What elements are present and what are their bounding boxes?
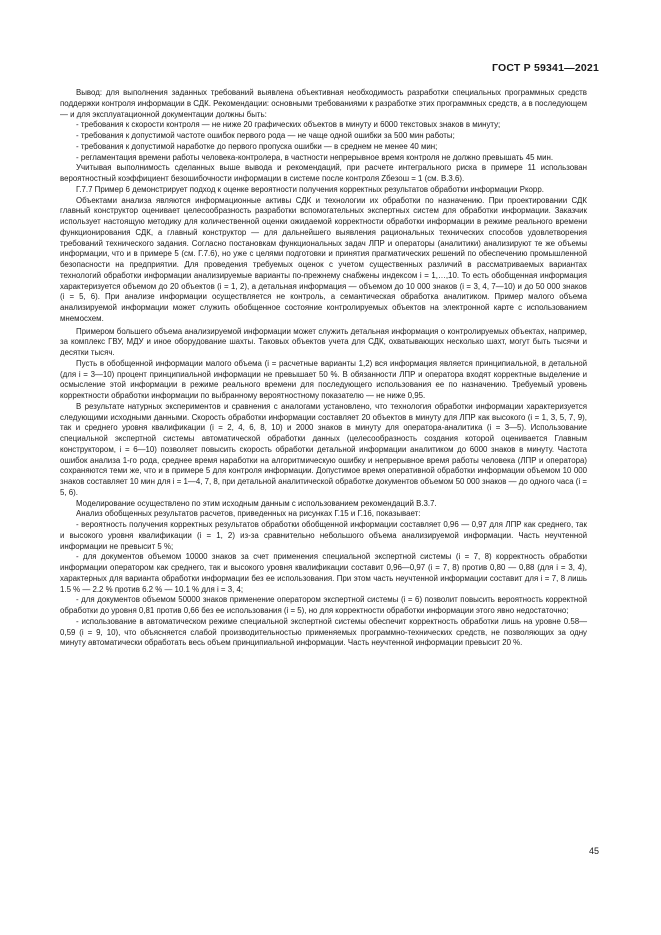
document-body: [60, 88, 587, 649]
list-item-work-time: - регламентация времени работы человека-контролера, в частности непрерывное время контроля не должно превышать 45 мин.: [76, 152, 554, 162]
list-item-result-10000: - для документов объемом 10000 знаков за счет применения специальной экспертной системы (i = 7, 8) корректность обработки информации оператором как среднего, так и высокого уровня квалификации составит 0,96—0,97 (i = 7, 8) против 0,80 — 0,88 (для i = 3, 4), характерных для варианта обработки информации без ее использования. При этом часть неучтенной информации составит для i = 7, 8 лишь 1.5 % — 2.2 % против 6.2 % — 10.1 % для i = 3, 4;: [60, 552, 587, 594]
list-item-result-50000: - для документов объемом 50000 знаков применение оператором экспертной системы (i = 6) позволит повысить вероятность корректной обработки до уровня 0,81 против 0,66 без ее использования (i = 5), но для корректности обработки информации этого явно недостаточно;: [60, 595, 587, 615]
list-item-result-auto: - использование в автоматическом режиме специальной экспертной системы обеспечит корректность обработки лишь на уровне 0.58—0,59 (i = 9, 10), что объясняется слабой производительностью применяемых программно-технических средств, не позволяющих за одну минуту автоматически обработать весь объем принципиальной информации. Часть неучтенной информации превысит 20 %.: [60, 616, 587, 648]
list-item-mtbf: - требования к допустимой наработке до первого пропуска ошибки — в среднем не менее 40 мин;: [76, 141, 438, 151]
paragraph-analysis-results: Анализ обобщенных результатов расчетов, приведенных на рисунках Г.15 и Г.16, показывает:: [76, 509, 421, 519]
list-item-error-rate: - требования к допустимой частоте ошибок первого рода — не чаще одной ошибки за 500 мин работы;: [76, 131, 455, 140]
paragraph-example-6: Г.7.7 Пример 6 демонстрирует подход к оценке вероятности получения корректных результатов обработки информации Pкорр.: [76, 184, 544, 194]
paragraph-principal-info: Пусть в обобщенной информации малого объема (i = расчетные варианты 1,2) вся информация является принципиальной, в детальной (для i = 3—10) процент принципиальной информации не превышает 50 %. В обязанности ЛПР и оператора входят корректные выделение и осмысление этой информации в режиме реального времени для последующего использования ее по назначению. Требуемый уровень корректности обработки информации по выбранному вероятностному показателю — не ниже 0,95.: [60, 358, 587, 400]
list-item-result-general: - вероятность получения корректных результатов обработки обобщенной информации составляет 0,96 — 0,97 для ЛПР как среднего, так и высокого уровня квалификации (i = 1, 2) из-за сравнительно небольшого объема анализируемой информации. Часть неучтенной информации не превысит 5 %;: [60, 520, 587, 551]
paragraph-experiments: В результате натурных экспериментов и сравнения с аналогами установлено, что технология обработки информации характеризуется следующими исходными данными. Скорость обработки информации составляет 20 объектов в минуту для ЛПР как высокого (i = 1, 3, 5, 7, 9), так и среднего уровня квалификации (i = 2, 4, 6, 8, 10) и 2000 знаков в минуту для оператора-аналитика (i = 3—5). Использование специальной экспертной системы автоматической обработки данных (целесообразность создания которой оценивается Главным конструктором, i = 6—10) позволяет повысить скорость обработки детальной информации аналитиком до 6000 знаков в минуту. Частота ошибок анализа 1-го рода, среднее время наработки на алгоритмическую ошибку и непрерывное время работы человека (ЛПР и оператора) сохраняются теми же, что и в примере 5 для контроля информации. Допустимое время оперативной обработки информации объемом 10 000 знаков составляет 10 мин для i = 1—4, 7, 8, при детальной аналитической обработке документов объемом 50 000 знаков — до одного часа (i = 5, 6).: [60, 401, 587, 497]
paragraph-large-volume: Примером большего объема анализируемой информации может служить детальная информация о контролируемых объектах, например, за комплекс ГВУ, МДУ и иное оборудование шахты. Таковых объектов учета для СДК, охватывающих несколько шахт, могут быть тысячи и десятки тысяч.: [60, 326, 587, 357]
paragraph-modeling: Моделирование осуществлено по этим исходным данным с использованием рекомендаций В.3.7.: [76, 498, 437, 508]
list-item-speed: - требования к скорости контроля — не ниже 20 графических объектов в минуту и 6000 текстовых знаков в минуту;: [76, 120, 501, 130]
paragraph-feasibility: Учитывая выполнимость сделанных выше вывода и рекомендаций, при расчете интегрального риска в примере 11 использован вероятностный коэффициент безошибочности информации в системе после контроля Zбезош = 1 (см. В.3.6).: [60, 163, 587, 183]
paragraph-analysis-objects: Объектами анализа являются информационные активы СДК и технологии их обработки по назначению. При проектировании СДК главный конструктор оценивает целесообразность разработки вспомогательных экспертных систем для обработки информации. Заказчик использует настоящую методику для количественной оценки ожидаемой корректности обработки информации в режиме реального времени функционирования СДК, а главный конструктор — для дальнейшего выявления рациональных технических способов удовлетворения требований технического задания. Согласно постановкам функциональных задач ЛПР и операторы (аналитики) анализируют те же объемы информации, что и в примере 5 (см. Г.7.6), но уже с целями подготовки и принятия прагматических решений по обеспечению промышленной безопасности на предприятии. Для проведения требуемых оценок с учетом существенных различий в рассматриваемых вариантах технологий обработки информации анализируемые варианты по-прежнему снабжены индексом i = 1,…,10. То есть обобщенная информация характеризуется объемом до 20 объектов (i = 1, 2), а детальная информация — объемом до 10 000 знаков (i = 3, 4, 7—10) и до 50 000 знаков (i = 5, 6). При анализе информации осуществляется не контроль, а семантическая обработка аналитиком. Пример малого объема анализируемой информации может служить обобщенное состояние контролируемых объектов на электронной карте с использованием мнемосхем.: [60, 195, 587, 323]
standard-header: ГОСТ Р 59341—2021: [491, 62, 599, 74]
page-number: 45: [588, 846, 599, 856]
paragraph-conclusion: Вывод: для выполнения заданных требований выявлена объективная необходимость разработки специальных программных средств поддержки контроля информации в СДК. Рекомендации: основными требованиями к разработке этих программных средств, а в последующем — и для эксплуатационной документации должны быть:: [60, 88, 587, 119]
